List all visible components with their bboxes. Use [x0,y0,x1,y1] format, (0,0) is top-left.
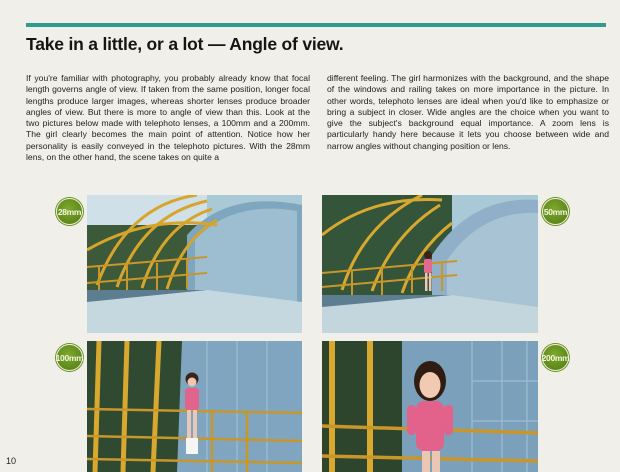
photo-28mm-image [87,195,302,333]
photo-100mm [87,341,302,472]
page-number: 10 [6,456,17,466]
page-title: Take in a little, or a lot — Angle of view. [26,34,344,54]
photo-50mm [322,195,538,333]
focal-length-badge-100mm: 100mm [56,344,83,371]
photo-200mm [322,341,538,472]
photo-50mm-image [322,195,538,333]
body-column-right: different feeling. The girl harmonizes with the background, and the shape of the windows and railing takes on more importance in the picture. In other words, telephoto lenses are ideal when you'd like to emphasize or bring a subject in closer. Wide angles are the choice when you want to give the subject's background equal importance. A zoom lens is particularly handy here because it lets you choose between wide and narrow angles without changing position or lens. [327,73,609,151]
title-rule [26,23,606,27]
focal-length-badge-28mm: 28mm [56,198,83,225]
body-column-left: If you're familiar with photography, you probably already know that focal length governs angle of view. If taken from the same position, longer focal lengths produce larger images, whereas shorter lenses produce broader angles of view. But there is more to angle of view than this. Look at the two pictures below made with telephoto lenses, a 100mm and a 200mm. The girl clearly becomes the main point of attention. Notice how her personality is easily conveyed in the telephoto pictures. With the 28mm lens, on the other hand, the scene takes on quite a [26,73,310,163]
focal-length-badge-50mm: 50mm [542,198,569,225]
photo-100mm-image [87,341,302,472]
photo-28mm [87,195,302,333]
photo-200mm-image [322,341,538,472]
focal-length-badge-200mm: 200mm [542,344,569,371]
